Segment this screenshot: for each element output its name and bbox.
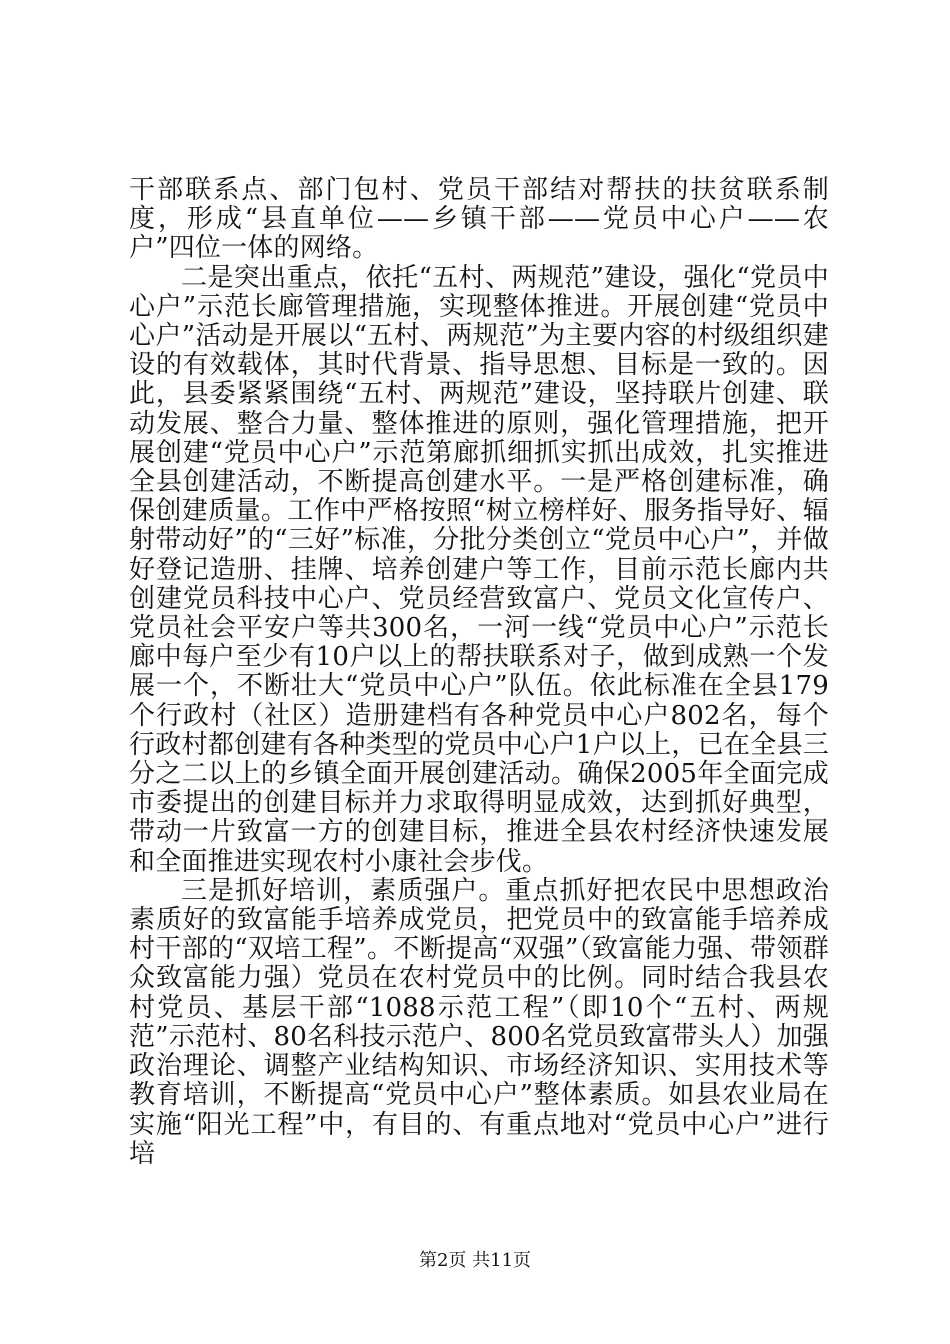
page-number-footer: 第2页 共11页 (418, 1250, 532, 1271)
document-body (129, 176, 829, 1169)
paragraph-training: 三是抓好培训，素质强户。重点抓好把农民中思想政治素质好的致富能手培养成党员，把党员中的致富能手培养成村干部的“双培工程”。不断提高“双强”（致富能力强、带领群众致富能力强）党员在农村党员中的比例。同时结合我县农村党员、基层干部“1088示范工程”（即10个“五村、两规范”示范村、80名科技示范户、800名党员致富带头人）加强政治理论、调整产业结构知识、市场经济知识、实用技术等教育培训，不断提高“党员中心户”整体素质。如县农业局在实施“阳光工程”中，有目的、有重点地对“党员中心户”进行培 (129, 875, 829, 1169)
paragraph-continuation: 干部联系点、部门包村、党员干部结对帮扶的扶贫联系制度，形成“县直单位——乡镇干部——党员中心户——农户”四位一体的网络。 (129, 175, 829, 264)
paragraph-focus-points: 二是突出重点，依托“五村、两规范”建设，强化“党员中心户”示范长廊管理措施，实现整体推进。开展创建“党员中心户”活动是开展以“五村、两规范”为主要内容的村级组织建设的有效载体，其时代背景、指导思想、目标是一致的。因此，县委紧紧围绕“五村、两规范”建设，坚持联片创建、联动发展、整合力量、整体推进的原则，强化管理措施，把开展创建“党员中心户”示范第廊抓细抓实抓出成效，扎实推进全县创建活动，不断提高创建水平。一是严格创建标准，确保创建质量。工作中严格按照“树立榜样好、服务指导好、辐射带动好”的“三好”标准，分批分类创立“党员中心户”，并做好登记造册、挂牌、培养创建户等工作，目前示范长廊内共创建党员科技中心户、党员经营致富户、党员文化宣传户、党员社会平安户等共300名，一河一线“党员中心户”示范长廊中每户至少有10户以上的帮扶联系对子，做到成熟一个发展一个，不断壮大“党员中心户”队伍。依此标准在全县179个行政村（社区）造册建档有各种党员中心户802名，每个行政村都创建有各种类型的党员中心户1户以上，已在全县三分之二以上的乡镇全面开展创建活动。确保2005年全面完成市委提出的创建目标并力求取得明显成效，达到抓好典型，带动一片致富一方的创建目标，推进全县农村经济快速发展和全面推进实现农村小康社会步伐。 (129, 262, 829, 877)
